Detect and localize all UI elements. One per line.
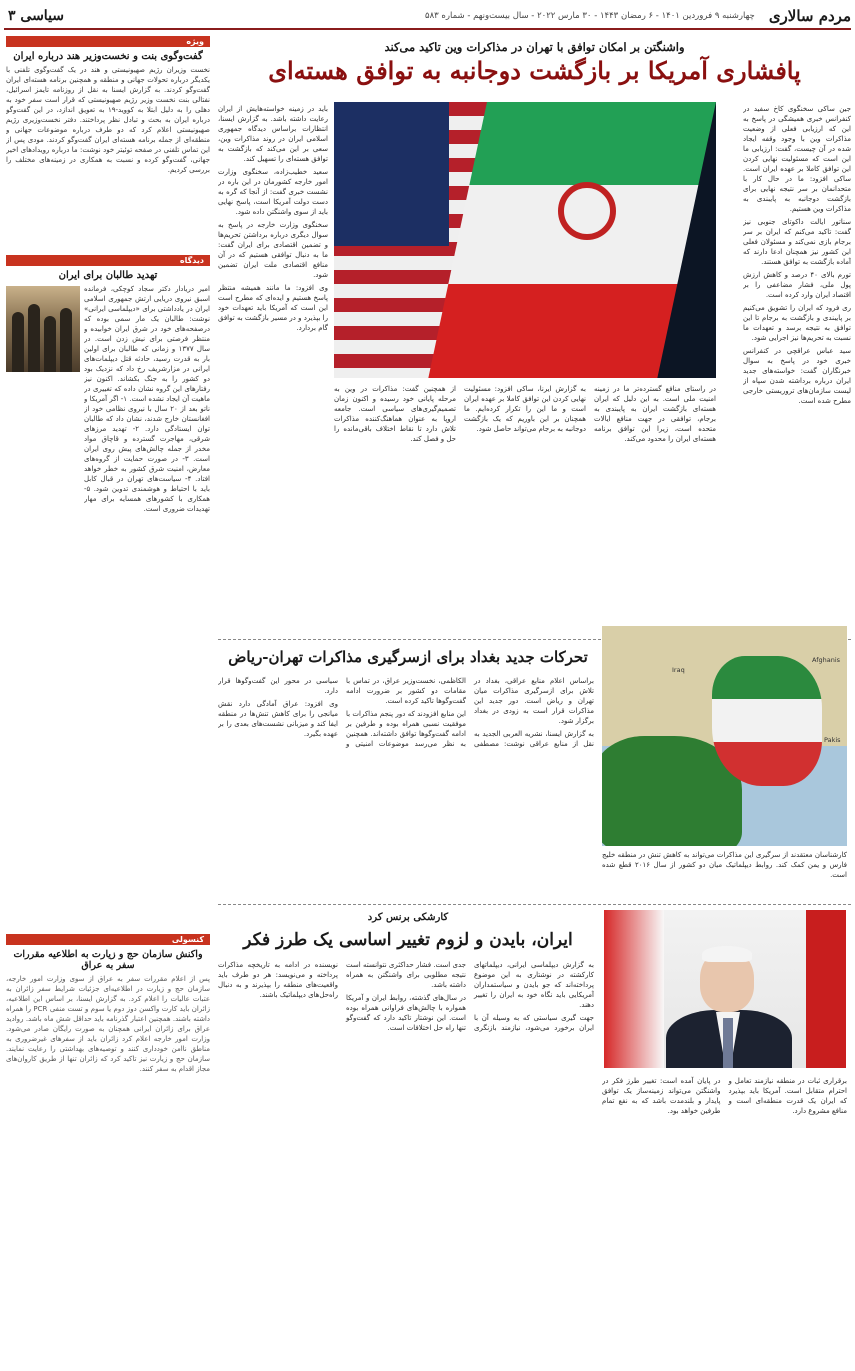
paragraph: جین ساکی سخنگوی کاخ سفید در کنفرانس خبری همیشگی در پاسخ به این که ارزیابی فعلی از وضعیت مذاکرات وین با وجود وقفه ایجاد شده در آن چیست، گفت: ارزیابی ما این است که مسئولیت نهایی کردن این توافق کاملا بر عهده ایران است. ساکی افزود: ما در حال کار با متحدانمان بر سر نتیجه نهایی برای بازگشت دوجانبه به پایبندی به مذاکرات وین هستیم. <box>743 105 851 213</box>
region-map <box>602 626 847 846</box>
sidebar-block-taliban <box>6 255 210 930</box>
map-label: Iraq <box>672 666 685 674</box>
taliban-photo <box>6 286 80 372</box>
paragraph: سخنگوی وزارت خارجه در پاسخ به سوال دیگری درباره برداشتن تحریم‌ها و تضمین اقتصادی برای ایران گفت: ما به دنبال توافقی هستیم که در آن منافع اقتصادی ملت ایران تضمین شود. <box>218 221 328 279</box>
sidebar-tag: دیدگاه <box>6 255 210 266</box>
paragraph: سید عباس عراقچی در کنفرانس خبری خود در پاسخ به سوال خبرنگاران گفت: خواسته‌های جدید ایران درباره برداشته شدن سپاه از لیست سازمان‌های تروریستی خارجی مطرح شده است. <box>743 347 851 405</box>
sidebar <box>6 36 210 1366</box>
page-number: ۳ <box>8 8 16 24</box>
sidebar-title: تهدید طالبان برای ایران <box>58 270 158 281</box>
lead-headline: پافشاری آمریکا بر بازگشت دوجانبه به توافق هسته‌ای <box>268 56 801 85</box>
paragraph: براساس اعلام منابع عراقی، بغداد در تلاش برای ازسرگیری مذاکرات میان تهران و ریاض است. دور جدید این مذاکرات قرار است به زودی در بغداد برگزار شود. <box>474 677 594 725</box>
sidebar-tag: کنسولی <box>6 934 210 945</box>
sidebar-text: نخست وزیران رژیم صهیونیستی و هند در یک گفت‌وگوی تلفنی با یکدیگر درباره تحولات جهانی و منطقه و همچنین برنامه هسته‌ای ایران گفت‌وگو کردند. به گزارش ایسنا به نقل از روزنامه تایمز اسرائیل، نفتالی بنت نخست وزیر رژیم صهیونیستی که قرار است سفر خود به دهلی را به دلیل ابتلا به کووید-۱۹ به تعویق اندازد، در این گفت‌وگو درباره ایران به بحث و تبادل نظر پرداختند. دفتر نخست‌وزیری رژیم صهیونیستی اعلام کرد که دو طرف درباره موضوعات جهانی و منطقه‌ای از جمله برنامه هسته‌ای ایران گفت‌وگو کردند. مودی پس از این تماس تلفنی در صفحه توئیتر خود نوشت: ما درباره رویدادهای اخیر جهانی، گفت‌وگو کرده و نسبت به همکاری در زمینه‌های مختلف را بررسی کردیم. <box>6 66 210 174</box>
paragraph: جهت گیری سیاستی که به وسیله آن با ایران برخورد می‌شود، نیازمند بازنگری جدی است. فشار حداکثری نتوانسته است نتیجه مطلوبی برای واشنگتن به همراه داشته باشد. <box>346 961 594 1032</box>
paragraph: این منابع افزودند که دور پنجم مذاکرات با موفقیت نسبی همراه بوده و طرفین بر ادامه گفت‌وگوها توافق داشته‌اند. همچنین به نظر می‌رسد موضوعات امنیتی و سیاسی در محور این گفت‌وگوها قرار دارد. <box>218 677 466 748</box>
sidebar-block-bennett-modi <box>6 36 210 251</box>
iran-flag-shape <box>712 656 822 786</box>
paragraph: تورم بالای ۴۰ درصد و کاهش ارزش پول ملی، فشار مضاعفی را بر اقتصاد ایران وارد کرده است. <box>743 271 851 299</box>
third-story-text-lower <box>602 1076 847 1366</box>
main-content <box>218 36 851 1366</box>
third-story-title: ایران، بایدن و لزوم تغییر اساسی یک طرز فکر <box>243 930 573 950</box>
paragraph: به گزارش ایسنا، نشریه العربی الجدید به نقل از منابع عراقی نوشت: مصطفی الکاظمی، نخست‌وزیر عراق، در تماس با مقامات دو کشور بر ضرورت ادامه گفت‌وگوها تاکید کرده است. <box>346 677 594 748</box>
map-label: Afghanis <box>812 656 841 664</box>
sidebar-title: گفت‌وگوی بنت و نخست‌وزیر هند درباره ایران <box>13 51 203 62</box>
sidebar-title: واکنش سازمان حج و زیارت به اطلاعیه مقررات سفر به عراق <box>13 949 203 971</box>
paragraph: در سال‌های گذشته، روابط ایران و آمریکا همواره با چالش‌های فراوانی همراه بوده است. این نوشتار تاکید دارد که گفت‌وگو تنها راه حل اختلافات است. <box>346 994 466 1032</box>
section-divider <box>218 904 851 905</box>
iran-emblem-icon <box>558 182 616 240</box>
masthead <box>4 4 851 30</box>
lead-column-left <box>218 104 328 634</box>
second-story-title: تحرکات جدید بغداد برای ازسرگیری مذاکرات تهران-ریاض <box>228 648 588 666</box>
biden-photo <box>604 910 846 1068</box>
paragraph: نویسنده در ادامه به تاریخچه مذاکرات پرداخته و می‌نویسد: هر دو طرف باید واقعیت‌های منطقه را بپذیرند و به دنبال راه‌حل‌های دیپلماتیک باشند. <box>218 961 338 999</box>
paragraph: کارشناسان معتقدند از سرگیری این مذاکرات می‌تواند به کاهش تنش در منطقه خلیج فارس و یمن کمک کند. روابط دیپلماتیک میان دو کشور از سال ۲۰۱۶ قطع شده است. <box>602 851 847 879</box>
paragraph: برقراری ثبات در منطقه نیازمند تعامل و احترام متقابل است. آمریکا باید بپذیرد که ایران یک قدرت منطقه‌ای است و منافع مشروع دارد. <box>728 1077 847 1115</box>
third-story-text <box>218 960 594 1366</box>
sidebar-text: پس از اعلام مقررات سفر به عراق از سوی وزارت امور خارجه، سازمان حج و زیارت در اطلاعیه‌ای جزئیات شرایط سفر زائران به عتبات عالیات را اعلام کرد. به گزارش ایسنا، بر اساس این اطلاعیه، زائران باید کارت واکسن دوز دوم یا سوم و تست منفی PCR را همراه داشته باشند. همچنین اعتبار گذرنامه باید حداقل شش ماه باشد. روادید عراق برای زائران ایرانی همچنان به صورت رایگان صادر می‌شود. وزارت امور خارجه اعلام کرد زائران باید از سفرهای غیرضروری به مناطق ناامن خودداری کنند و توصیه‌های بهداشتی را رعایت نمایند. سازمان حج و زیارت نیز تاکید کرد که زائران تنها از طریق کاروان‌های مجاز اقدام به سفر کنند. <box>6 975 210 1073</box>
paragraph: سناتور ایالت داکوتای جنوبی نیز گفت: تاکید می‌کنم که ایران بر سر برجام بازی نمی‌کند و مسئولان فعلی این کشور نیز همچنان ادعا دارند که آماده بازگشت به توافق هستند. <box>743 218 851 266</box>
paragraph: به گزارش ایرنا، ساکی افزود: مسئولیت نهایی کردن این توافق کاملا بر عهده ایران است و ما این را تکرار کرده‌ایم. ما همچنان بر این باوریم که یک بازگشت دوجانبه به برجام می‌تواند حاصل شود. <box>464 385 586 433</box>
paragraph: وی افزود: ما مانند همیشه منتظر پاسخ هستیم و ایده‌ای که مطرح است این است که آمریکا باید تعهدات خود را بپذیرد و در مسیر بازگشت به توافق گام بردارد. <box>218 284 328 332</box>
second-story-text <box>218 676 594 896</box>
section-label <box>4 8 64 24</box>
lead-kicker: واشنگتن بر امکان توافق با تهران در مذاکرات وین تاکید می‌کند <box>384 40 685 54</box>
iran-us-flags-photo <box>334 102 716 378</box>
paragraph: در پایان آمده است: تغییر طرز فکر در واشنگتن می‌تواند زمینه‌ساز یک توافق پایدار و بلندمدت باشد که به نفع تمام طرفین خواهد بود. <box>602 1077 721 1115</box>
map-label: Pakis <box>824 736 841 744</box>
sidebar-block-hajj <box>6 934 210 1304</box>
dateline: چهارشنبه ۹ فروردین ۱۴۰۱ - ۶ رمضان ۱۴۴۳ - ۳۰ مارس ۲۰۲۲ - سال بیست‌ونهم - شماره ۵۸۳ <box>425 11 755 21</box>
paragraph: از همچنین گفت: مذاکرات در وین به مرحله پایانی خود رسیده و اکنون زمان تصمیم‌گیری‌های سیاسی است. جامعه اروپا به عنوان هماهنگ‌کننده مذاکرات تلاش دارد تا نقاط اختلاف باقی‌مانده را حل و فصل کند. <box>334 385 456 443</box>
paragraph: ری فرود که ایران را تشویق می‌کنیم بر پایبندی و بازگشت به برجام تا این توافق به نتیجه برسد و تعهدات ما نسبت به تحریم‌ها نیز اجرایی شود. <box>743 304 851 342</box>
paragraph: باید در زمینه خواسته‌هایش از ایران رعایت داشته باشد. به گزارش ایسنا، انتظارات براساس دیدگاه جمهوری اسلامی ایران در روند مذاکرات وین، سعی بر این می‌کند که بازگشت به توافق هسته‌ای را تسهیل کند. <box>218 105 328 163</box>
lead-column-right <box>743 104 851 634</box>
paragraph: به گزارش دیپلماسی ایرانی، دیپلماتهای کارکشته در نوشتاری به این موضوع پرداخته‌اند که جو بایدن و سیاستمداران آمریکایی باید نگاه خود به ایران را تغییر دهند. <box>474 961 594 1009</box>
sidebar-tag: ویژه <box>6 36 210 47</box>
paragraph: وی افزود: عراق آمادگی دارد نقش میانجی را برای کاهش تنش‌ها در منطقه ایفا کند و میزبانی نشست‌های بعدی را بر عهده بگیرد. <box>218 700 338 738</box>
paragraph: در راستای منافع گسترده‌تر ما در زمینه امنیت ملی است. به این دلیل که ایران هسته‌ای بازگشت ایران به پایبندی به برجام، توافقی در جهت منافع ایالات متحده است، زیرا این توافق برنامه هسته‌ای ایران را محدود می‌کند. <box>594 385 716 443</box>
lead-column-mid <box>334 384 716 634</box>
sidebar-text: امیر دریادار دکتر سجاد کوچکی، فرمانده اسبق نیروی دریایی ارتش جمهوری اسلامی ایران در یادداشتی برای «دیپلماسی ایرانی» نوشت: طالبان یک مار سمی بوده که درصفحه‌های خود در شرق ایران خوابیده و منتظر فرصتی برای نیش زدن است. در سال ۱۳۷۷ و زمانی که طالبان برای اولین بار به قدرت رسید، حادثه قتل دیپلمات‌های ایرانی در مزارشریف رخ داد که نزدیک بود دو کشور را به جنگ بکشاند. اکنون نیز رفتارهای این گروه نشان داده که تغییری در ماهیت آن ایجاد نشده است. ۱- اگر آمریکا و ناتو بعد از ۲۰ سال با نیروی نظامی خود از افغانستان خارج شدند، نشان داد که طالبان توان ایستادگی دارد. ۲- تهدید مرزهای شرقی، مهاجرت گسترده و قاچاق مواد مخدر از جمله چالش‌های پیش روی ایران است. ۳- در صورت حمایت از گروه‌های معارض، امنیت شرق کشور به خطر خواهد افتاد. ۴- سیاست‌های تهران در قبال کابل باید با احتیاط و هوشمندی تدوین شود. ۵- همکاری با کشورهای همسایه برای مهار تهدیدات ضروری است. <box>84 285 210 513</box>
paragraph: سعید خطیب‌زاده، سخنگوی وزارت امور خارجه کشورمان در این باره در نشست خبری گفت: از آنجا که گره به دست دولت آمریکا است، پاسخ نهایی باید از سوی واشنگتن داده شود. <box>218 168 328 216</box>
section-name: سیاسی <box>20 8 65 24</box>
second-story-text-right <box>602 850 847 902</box>
third-story-kicker: کارشکی برنس کرد <box>367 912 449 923</box>
newspaper-logo: مردم سالاری <box>768 7 851 25</box>
